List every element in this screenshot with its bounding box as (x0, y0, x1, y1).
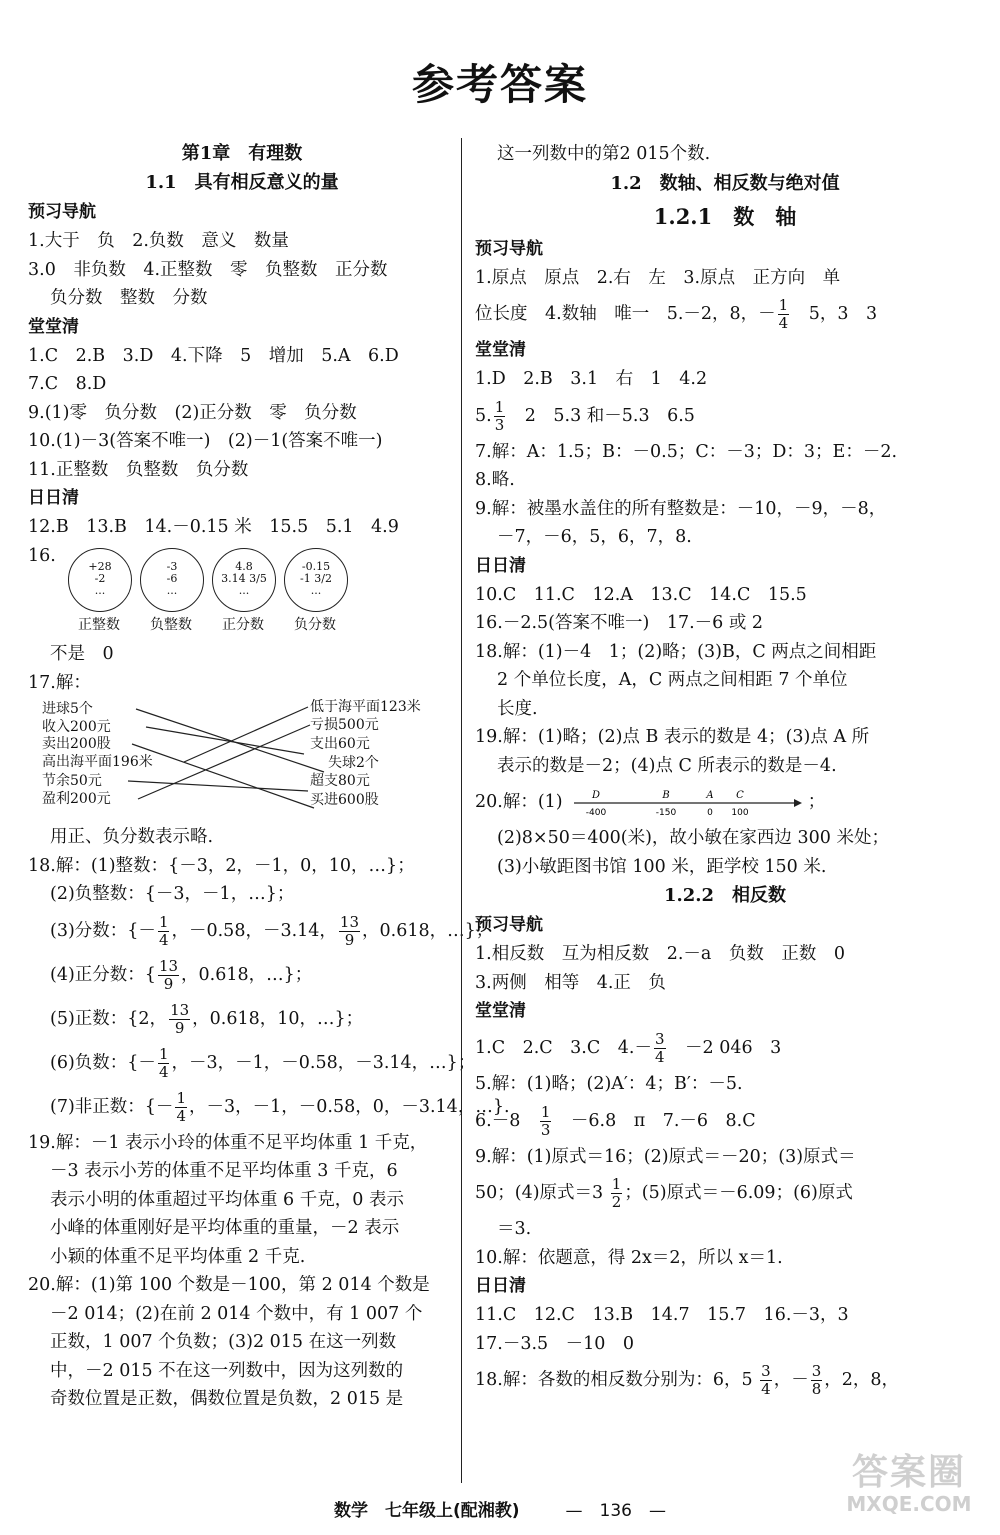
circle-negative-fractions (284, 548, 348, 612)
answer-line: 负分数 整数 分数 (50, 288, 208, 308)
text-part: 50；(4)原式＝3 (475, 1183, 609, 1203)
circle-item: ... (94, 584, 106, 597)
answer-line: 1.大于 负 2.负数 意义 数量 (28, 231, 289, 251)
text-part: 20.解：(1) (475, 792, 563, 812)
fraction-denominator: 3 (494, 415, 505, 434)
arrow-icon (794, 799, 802, 807)
fraction-denominator: 4 (176, 1106, 186, 1125)
text-part: －2 046 3 (667, 1038, 782, 1058)
fraction-denominator: 4 (778, 314, 789, 332)
circle-positive-integers (68, 548, 132, 612)
page-title: 参考答案 (411, 60, 588, 109)
section-heading-1-2-2: 1.2.2 相反数 (663, 885, 787, 906)
subheading-riri: 日日清 (475, 555, 526, 576)
fraction-denominator: 4 (158, 1062, 169, 1081)
section-heading-1-1: 1.1 具有相反意义的量 (145, 172, 339, 193)
answer-line: 11.C 12.C 13.B 14.7 15.7 16.－3，3 (475, 1305, 849, 1325)
fraction-numerator: 13 (158, 956, 179, 975)
circle-item: -6 (166, 572, 178, 585)
answer-line: 这一列数中的第2 015个数. (497, 144, 711, 164)
fraction (778, 297, 790, 332)
fraction-numerator: 1 (176, 1088, 186, 1107)
circle-item: -2 (94, 572, 106, 585)
circle-label: 负分数 (294, 617, 336, 633)
answer-line: 1.相反数 互为相反数 2.－a 负数 正数 0 (475, 944, 845, 964)
tick-label: 100 (731, 807, 749, 818)
subheading-preview: 预习导航 (475, 238, 543, 259)
fraction-denominator: 9 (344, 930, 355, 949)
answer-line: 18.解：(1)整数：{－3，2，－1，0，10，…}； (28, 855, 415, 876)
answer-line: 3.0 非负数 4.正整数 零 负整数 正分数 (28, 259, 388, 280)
fraction (611, 1176, 623, 1211)
match-right-item: 超支80元 (310, 773, 370, 789)
answer-line: －7，－6，5，6，7，8. (497, 527, 692, 547)
text-part: ； (807, 792, 826, 812)
circle-label: 正分数 (222, 617, 264, 633)
circle-item: -0.15 (301, 560, 331, 573)
answer-line: ＝3. (497, 1219, 532, 1239)
fraction-denominator: 9 (174, 1018, 185, 1037)
answer-line: 1.原点 原点 2.右 左 3.原点 正方向 单 (475, 267, 841, 288)
match-right-item: 买进600股 (310, 792, 379, 808)
answer-line-with-fraction (28, 909, 494, 953)
answer-line-with-fraction (475, 1026, 975, 1070)
answer-line: －2 014；(2)在前 2 014 个数中，有 1 007 个 (50, 1303, 423, 1324)
page-number: — 136 — (565, 1501, 666, 1521)
answer-line: 11.正整数 负整数 负分数 (28, 459, 249, 480)
circle-item: -3 (166, 560, 178, 573)
text-part: 1.C 2.C 3.C 4.－ (475, 1038, 652, 1058)
subheading-riri: 日日清 (475, 1276, 526, 1296)
answer-line: 18.解：(1)－4 1；(2)略；(3)B，C 两点之间相距 (475, 641, 877, 662)
number-line-svg (572, 788, 802, 818)
fraction-denominator: 4 (158, 930, 169, 949)
match-left-item: 高出海平面196米 (42, 754, 153, 770)
fraction-numerator: 3 (811, 1362, 822, 1380)
circle-item: ... (310, 584, 322, 597)
text-part: 位长度 4.数轴 唯一 5.－2，8，－ (475, 304, 776, 324)
fraction-numerator: 1 (158, 912, 169, 931)
fraction (339, 914, 360, 949)
fraction (158, 1046, 170, 1081)
tick-label: 0 (707, 807, 714, 818)
text-part: ，－3，－1，－0.58，0，－3.14，…}. (188, 1096, 510, 1117)
match-line (138, 725, 310, 799)
fraction (175, 1090, 187, 1125)
fraction-denominator: 4 (654, 1048, 665, 1066)
match-left-item: 盈利200元 (42, 791, 111, 807)
text-part: (3)分数：{－ (50, 920, 156, 941)
chapter-heading: 第1章 有理数 (181, 143, 303, 164)
watermark-url: MXQE.COM (846, 1492, 972, 1516)
text-part: ，－ (773, 1370, 809, 1390)
fraction (158, 914, 170, 949)
text-part: ，0.618，…}； (181, 964, 313, 985)
fraction-numerator: 3 (761, 1362, 771, 1380)
classification-circles (38, 548, 456, 640)
text-part: －6.8 π 7.－6 8.C (553, 1110, 756, 1131)
answer-line: 中，－2 015 不在这一列数中，因为这列数的 (50, 1360, 404, 1381)
text-part: ，0.618，…}； (362, 920, 494, 941)
match-left-item: 节余50元 (42, 773, 102, 789)
answer-line: －3 表示小芳的体重不足平均体重 3 千克，6 (50, 1161, 398, 1181)
circle-item: ... (166, 584, 178, 597)
answer-line: 17.解： (28, 672, 91, 693)
matching-diagram (38, 697, 456, 823)
answer-line: 1.D 2.B 3.1 右 1 4.2 (475, 369, 708, 389)
fraction-numerator: 1 (540, 1102, 551, 1121)
answer-line: 奇数位置是正数，偶数位置是负数，2 015 是 (50, 1389, 404, 1409)
fraction-denominator: 2 (611, 1193, 622, 1211)
match-right-item: 亏损500元 (310, 717, 379, 733)
section-heading-1-2: 1.2 数轴、相反数与绝对值 (610, 172, 840, 194)
answer-line-with-fraction (28, 1041, 476, 1085)
answer-line: 用正、负分数表示略. (50, 827, 214, 847)
answer-line: 不是 0 (50, 644, 114, 664)
match-line (128, 781, 308, 791)
answer-line-with-fraction (475, 1099, 975, 1143)
column-divider (461, 138, 462, 1483)
answer-line: 3.两侧 相等 4.正 负 (475, 972, 666, 993)
watermark-logo (834, 1453, 984, 1523)
answer-line: 10.C 11.C 12.A 13.C 14.C 15.5 (475, 584, 807, 605)
circle-label: 正整数 (78, 617, 120, 633)
answer-line: 2 个单位长度，A，C 两点之间相距 7 个单位 (497, 670, 848, 690)
circle-positive-fractions (212, 548, 276, 612)
text-part: (7)非正数：{－ (50, 1096, 174, 1117)
answer-line: 5.解：(1)略；(2)A′：4；B′：－5. (475, 1074, 743, 1094)
fraction-numerator: 1 (778, 296, 789, 314)
subheading-preview: 预习导航 (475, 915, 543, 935)
text-part: 2 5.3 和－5.3 6.5 (507, 405, 695, 426)
text-part: ，－3，－1，－0.58，－3.14，…}； (171, 1052, 476, 1073)
text-part: 5. (475, 405, 492, 426)
number-line (572, 788, 802, 818)
text-part: (4)正分数：{ (50, 964, 156, 985)
fraction (494, 399, 506, 434)
subheading-tangtang: 堂堂清 (475, 340, 526, 360)
tick-label: -400 (585, 807, 607, 818)
footer-subject: 数学 七年级上(配湘教) (334, 1501, 520, 1521)
fraction-numerator: 13 (339, 912, 360, 931)
answer-line-with-fraction (475, 1358, 975, 1402)
fraction-denominator: 4 (761, 1380, 771, 1398)
answer-line: 表示小明的体重超过平均体重 6 千克，0 表示 (50, 1189, 404, 1210)
answer-line: 16. (28, 545, 56, 566)
answer-line: 12.B 13.B 14.－0.15 米 15.5 5.1 4.9 (28, 517, 399, 537)
text-part: 5，3 3 (791, 304, 878, 324)
answer-line: 长度. (497, 698, 538, 719)
answer-line: 表示的数是－2；(4)点 C 所表示的数是－4. (497, 755, 837, 776)
circle-item: ... (238, 584, 250, 597)
text-part: 18.解：各数的相反数分别为：6，5 (475, 1370, 759, 1390)
answer-line: 小颖的体重不足平均体重 2 千克. (50, 1246, 306, 1267)
subheading-riri: 日日清 (28, 488, 79, 508)
answer-line: 16.－2.5(答案不唯一) 17.－6 或 2 (475, 613, 764, 633)
fraction (811, 1363, 823, 1398)
answer-line-with-fraction (475, 394, 975, 438)
point-label: A (706, 789, 714, 801)
answer-line-with-fraction (28, 953, 456, 997)
answer-line: 小峰的体重刚好是平均体重的重量，－2 表示 (50, 1218, 400, 1238)
match-line (132, 744, 314, 808)
answer-line-with-fraction (475, 1171, 975, 1215)
answer-line: 7.C 8.D (28, 374, 107, 394)
answer-line: 7.解：A：1.5；B：－0.5；C：－3；D：3；E：－2. (475, 441, 898, 462)
subheading-tangtang: 堂堂清 (28, 316, 79, 337)
circle-item: 4.8 (235, 560, 253, 573)
text-part: (6)负数：{－ (50, 1052, 156, 1073)
tick-label: -150 (655, 807, 677, 818)
fraction (169, 1002, 190, 1037)
match-right-item: 支出60元 (310, 736, 370, 752)
watermark-text: 答案圈 (851, 1452, 966, 1493)
circle-label: 负整数 (150, 617, 192, 633)
fraction-numerator: 1 (611, 1175, 622, 1193)
answer-line: 19.解：(1)略；(2)点 B 表示的数是 4；(3)点 A 所 (475, 727, 870, 747)
answer-line: (3)小敏距图书馆 100 米，距学校 150 米. (497, 856, 827, 877)
answer-line: (2)负整数：{－3，－1，…}； (50, 884, 295, 904)
point-label: C (736, 789, 745, 801)
answer-line: 17.－3.5 －10 0 (475, 1333, 635, 1354)
answer-line: 19.解：－1 表示小玲的体重不足平均体重 1 千克， (28, 1132, 428, 1153)
circle-item: 3.14 3/5 (221, 572, 267, 585)
fraction-denominator: 8 (811, 1380, 822, 1398)
match-line (136, 709, 324, 772)
subheading-preview: 预习导航 (28, 202, 96, 222)
fraction-numerator: 3 (654, 1030, 665, 1048)
circle-item: -1 3/2 (300, 572, 332, 585)
fraction (158, 958, 179, 993)
fraction-denominator: 3 (540, 1120, 551, 1139)
match-right-item: 低于海平面123米 (310, 699, 421, 715)
fraction (760, 1363, 772, 1398)
answer-line: (2)8×50＝400(米)，故小敏在家西边 300 米处； (497, 828, 889, 848)
answer-line: 8.略. (475, 470, 515, 490)
point-label: B (662, 789, 670, 801)
answer-line-with-number-line (475, 780, 975, 824)
text-part: ，2，8， (824, 1370, 900, 1390)
answer-line-with-fraction (475, 292, 975, 336)
match-right-item: 失球2个 (328, 755, 379, 771)
match-line (146, 727, 304, 754)
answer-line-with-fraction (28, 997, 456, 1041)
match-left-item: 卖出200股 (42, 736, 111, 752)
fraction-denominator: 9 (163, 974, 174, 993)
fraction (540, 1104, 552, 1139)
text-part: ，－0.58，－3.14， (171, 920, 337, 941)
answer-line: 10.解：依题意，得 2x＝2，所以 x＝1. (475, 1247, 783, 1268)
answer-line: 10.(1)－3(答案不唯一) (2)－1(答案不唯一) (28, 431, 383, 451)
answer-line: 正数，1 007 个负数；(3)2 015 在这一列数 (50, 1332, 397, 1352)
subheading-tangtang: 堂堂清 (475, 1001, 526, 1021)
circle-item: +28 (88, 560, 112, 573)
fraction-numerator: 1 (158, 1044, 169, 1063)
right-column (475, 140, 975, 1402)
match-left-item: 进球5个 (42, 701, 93, 717)
fraction-numerator: 1 (494, 397, 505, 416)
answer-line: 20.解：(1)第 100 个数是－100，第 2 014 个数是 (28, 1275, 430, 1295)
answer-line: 9.解：被墨水盖住的所有整数是：－10，－9，－8， (475, 498, 887, 519)
circle-negative-integers (140, 548, 204, 612)
match-left-item: 收入200元 (42, 719, 111, 735)
fraction (654, 1031, 666, 1066)
text-part: ；(5)原式＝－6.09；(6)原式 (624, 1183, 853, 1203)
point-label: D (592, 789, 601, 801)
fraction-numerator: 13 (170, 1000, 190, 1019)
section-heading-1-2-1: 1.2.1 数 轴 (653, 203, 797, 229)
text-part: (5)正数：{2， (50, 1008, 168, 1029)
answer-line: 1.C 2.B 3.D 4.下降 5 增加 5.A 6.D (28, 345, 399, 366)
answer-line: 9.解：(1)原式＝16；(2)原式＝－20；(3)原式＝ (475, 1146, 856, 1167)
answer-line: 9.(1)零 负分数 (2)正分数 零 负分数 (28, 402, 357, 423)
text-part: ，0.618，10，…}； (192, 1008, 364, 1029)
text-part: 6.－8 (475, 1110, 538, 1131)
